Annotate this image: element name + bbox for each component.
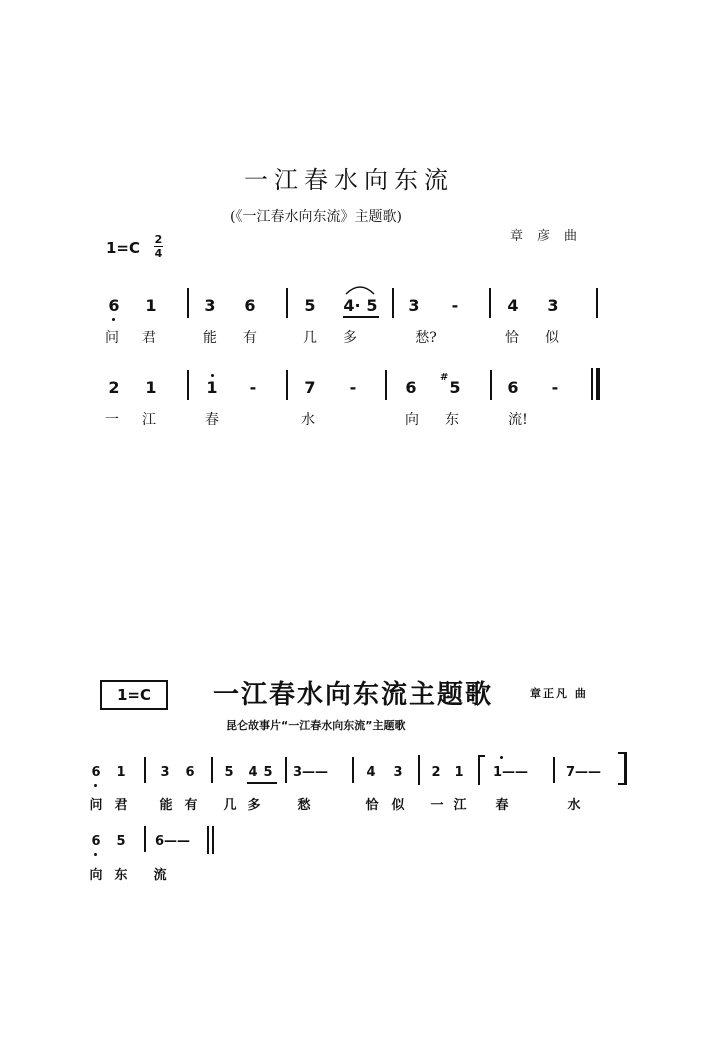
note-held: 6—— — [155, 834, 191, 849]
note: 6 — [244, 296, 256, 315]
key-signature: 1=C — [116, 686, 151, 704]
time-signature-bottom: 4 — [154, 247, 163, 260]
lyric: 愁? — [415, 330, 437, 346]
note: 1 — [116, 765, 126, 780]
bar-line — [352, 757, 354, 783]
lyric: 春 — [205, 412, 219, 428]
final-bar-line-thick — [212, 826, 214, 854]
note: 5 — [366, 296, 378, 315]
repeat-bracket — [480, 755, 485, 757]
lyric: 水 — [567, 798, 581, 813]
note: 3 — [204, 296, 216, 315]
bar-line — [553, 757, 555, 783]
score-1-title: 一江春水向东流 — [244, 166, 454, 194]
repeat-bar-line — [478, 755, 480, 785]
low-octave-dot — [112, 318, 115, 321]
note-held: 7—— — [566, 765, 602, 780]
tie-arc — [343, 283, 377, 295]
end-bar-line — [624, 752, 627, 785]
note-dash: - — [551, 378, 559, 397]
low-octave-dot — [94, 853, 97, 856]
note: 3 — [160, 765, 170, 780]
note: 5 — [304, 296, 316, 315]
lyric: 春 — [495, 798, 509, 813]
lyric: 流 — [153, 868, 167, 883]
lyric: 问 — [89, 798, 103, 813]
note: 4 — [366, 765, 376, 780]
lyric: 向 — [405, 412, 419, 428]
note: 7 — [304, 378, 316, 397]
underline-beam — [247, 782, 277, 784]
bar-line — [144, 826, 146, 852]
lyric: 多 — [247, 798, 261, 813]
note: 3 — [547, 296, 559, 315]
note-dash: - — [451, 296, 459, 315]
note: 2 — [431, 765, 441, 780]
lyric: 似 — [545, 330, 559, 346]
lyric: 君 — [142, 330, 156, 346]
lyric: 江 — [453, 798, 467, 813]
note-held: 1—— — [493, 765, 529, 780]
lyric: 江 — [142, 412, 156, 428]
note: 3 — [393, 765, 403, 780]
bar-line — [489, 288, 491, 318]
note: 3 — [408, 296, 420, 315]
note: 6 — [405, 378, 417, 397]
note: 6 — [91, 765, 101, 780]
bar-line — [144, 757, 146, 783]
score-2-title: 一江春水向东流主题歌 — [213, 680, 494, 710]
note-dash: - — [249, 378, 257, 397]
bar-line — [211, 757, 213, 783]
repeat-bracket-bottom — [618, 783, 626, 785]
key-signature: 1=C — [106, 239, 141, 257]
bar-line — [187, 288, 189, 318]
high-octave-dot — [500, 756, 503, 759]
lyric: 几 — [303, 330, 317, 346]
note-held: 3—— — [293, 765, 329, 780]
bar-line — [596, 288, 598, 318]
sharp-sign: # — [440, 372, 449, 383]
lyric: 流! — [508, 412, 528, 428]
note: 4· — [343, 296, 361, 315]
lyric: 恰 — [365, 798, 379, 813]
time-signature-top: 2 — [154, 233, 163, 246]
score-2-composer: 章正凡 曲 — [530, 687, 588, 700]
note: 1 — [454, 765, 464, 780]
lyric: 能 — [159, 798, 173, 813]
note: 4 — [248, 765, 258, 780]
lyric: 有 — [184, 798, 198, 813]
score-1-composer: 章彦曲 — [510, 229, 592, 244]
lyric: 愁 — [297, 798, 311, 813]
bar-line — [286, 370, 288, 400]
lyric: 向 — [89, 868, 103, 883]
bar-line — [187, 370, 189, 400]
lyric: 君 — [114, 798, 128, 813]
note: 6 — [108, 296, 120, 315]
lyric: 东 — [114, 868, 128, 883]
note: 4 — [507, 296, 519, 315]
note: 5 — [224, 765, 234, 780]
bar-line — [286, 288, 288, 318]
note: 5 — [116, 834, 126, 849]
note: 5 — [449, 378, 461, 397]
high-octave-dot — [211, 374, 214, 377]
final-bar-line-thick — [596, 368, 600, 400]
note: 1 — [206, 378, 218, 397]
note-dash: - — [349, 378, 357, 397]
note: 5 — [263, 765, 273, 780]
lyric: 一 — [430, 798, 444, 813]
lyric: 多 — [343, 330, 357, 346]
note: 6 — [507, 378, 519, 397]
underline-beam — [343, 316, 379, 318]
lyric: 有 — [243, 330, 257, 346]
lyric: 能 — [203, 330, 217, 346]
bar-line — [418, 755, 420, 785]
lyric: 似 — [391, 798, 405, 813]
lyric: 恰 — [505, 330, 519, 346]
lyric: 一 — [105, 412, 119, 428]
low-octave-dot — [94, 784, 97, 787]
repeat-bracket-top — [618, 752, 626, 754]
score-2-subtitle: 昆仑故事片“一江春水向东流”主题歌 — [226, 719, 406, 732]
lyric: 几 — [223, 798, 237, 813]
bar-line — [490, 370, 492, 400]
lyric: 问 — [105, 330, 119, 346]
note: 2 — [108, 378, 120, 397]
time-signature — [154, 234, 163, 259]
bar-line — [385, 370, 387, 400]
bar-line — [392, 288, 394, 318]
lyric: 水 — [301, 412, 315, 428]
note: 1 — [145, 378, 157, 397]
note: 1 — [145, 296, 157, 315]
score-1-subtitle: (《一江春水向东流》主题歌) — [230, 209, 402, 225]
final-bar-line-thin — [591, 368, 593, 400]
final-bar-line-thin — [207, 826, 209, 854]
note: 6 — [91, 834, 101, 849]
lyric: 东 — [445, 412, 459, 428]
note: 6 — [185, 765, 195, 780]
bar-line — [285, 757, 287, 783]
key-box — [100, 680, 168, 710]
